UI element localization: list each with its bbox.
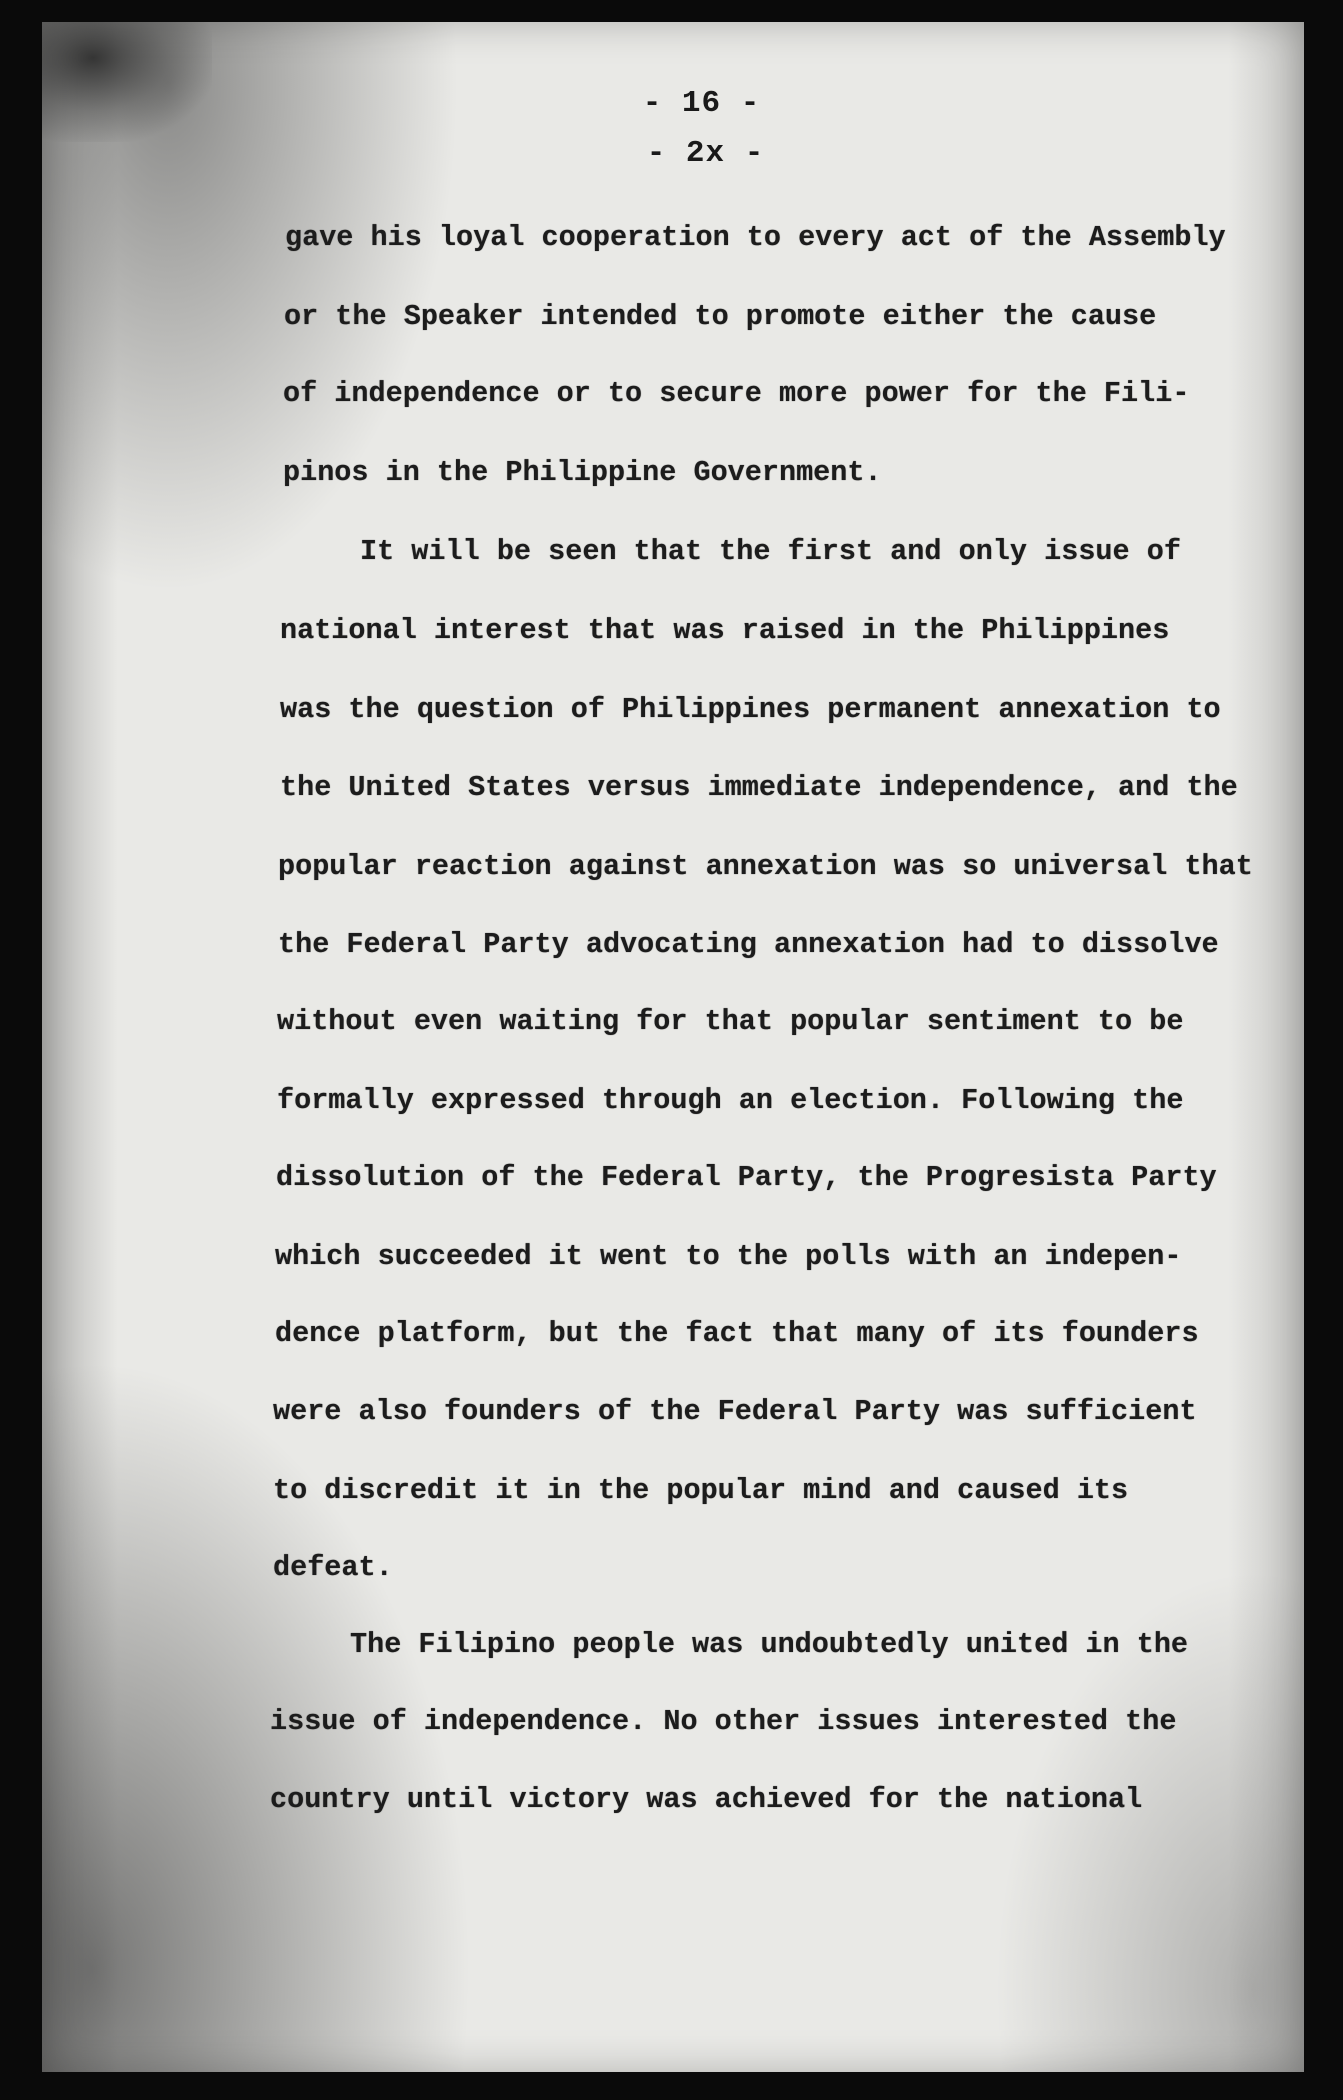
body-line: was the question of Philippines permanent annexation to — [280, 693, 1221, 726]
body-line: It will be seen that the first and only issue of — [360, 535, 1181, 568]
body-line: the United States versus immediate independence, and the — [280, 771, 1238, 804]
page-number: - 16 - — [642, 86, 761, 121]
body-line: defeat. — [273, 1551, 393, 1584]
body-line: which succeeded it went to the polls with an indepen- — [275, 1240, 1182, 1273]
body-line: The Filipino people was undoubtedly united in the — [350, 1628, 1189, 1661]
page-number-overstrike: - 2x - — [646, 136, 765, 171]
body-line: the Federal Party advocating annexation had to dissolve — [278, 928, 1219, 961]
body-line: formally expressed through an election. Following the — [277, 1084, 1184, 1117]
body-line: or the Speaker intended to promote either the cause — [284, 300, 1157, 333]
body-line: were also founders of the Federal Party was sufficient — [273, 1395, 1197, 1428]
body-line: to discredit it in the popular mind and caused its — [273, 1474, 1129, 1507]
body-line: pinos in the Philippine Government. — [283, 456, 882, 489]
body-line: dissolution of the Federal Party, the Progresista Party — [276, 1161, 1217, 1194]
body-line: without even waiting for that popular sentiment to be — [277, 1005, 1184, 1038]
body-line: popular reaction against annexation was so universal that — [278, 850, 1253, 883]
body-line: country until victory was achieved for the national — [270, 1783, 1143, 1816]
body-line: gave his loyal cooperation to every act of the Assembly — [285, 221, 1226, 254]
body-line: of independence or to secure more power for the Fili- — [283, 377, 1190, 410]
body-line: dence platform, but the fact that many of its founders — [275, 1317, 1199, 1350]
body-line: national interest that was raised in the Philippines — [280, 614, 1170, 647]
body-line: issue of independence. No other issues interested the — [270, 1705, 1177, 1738]
